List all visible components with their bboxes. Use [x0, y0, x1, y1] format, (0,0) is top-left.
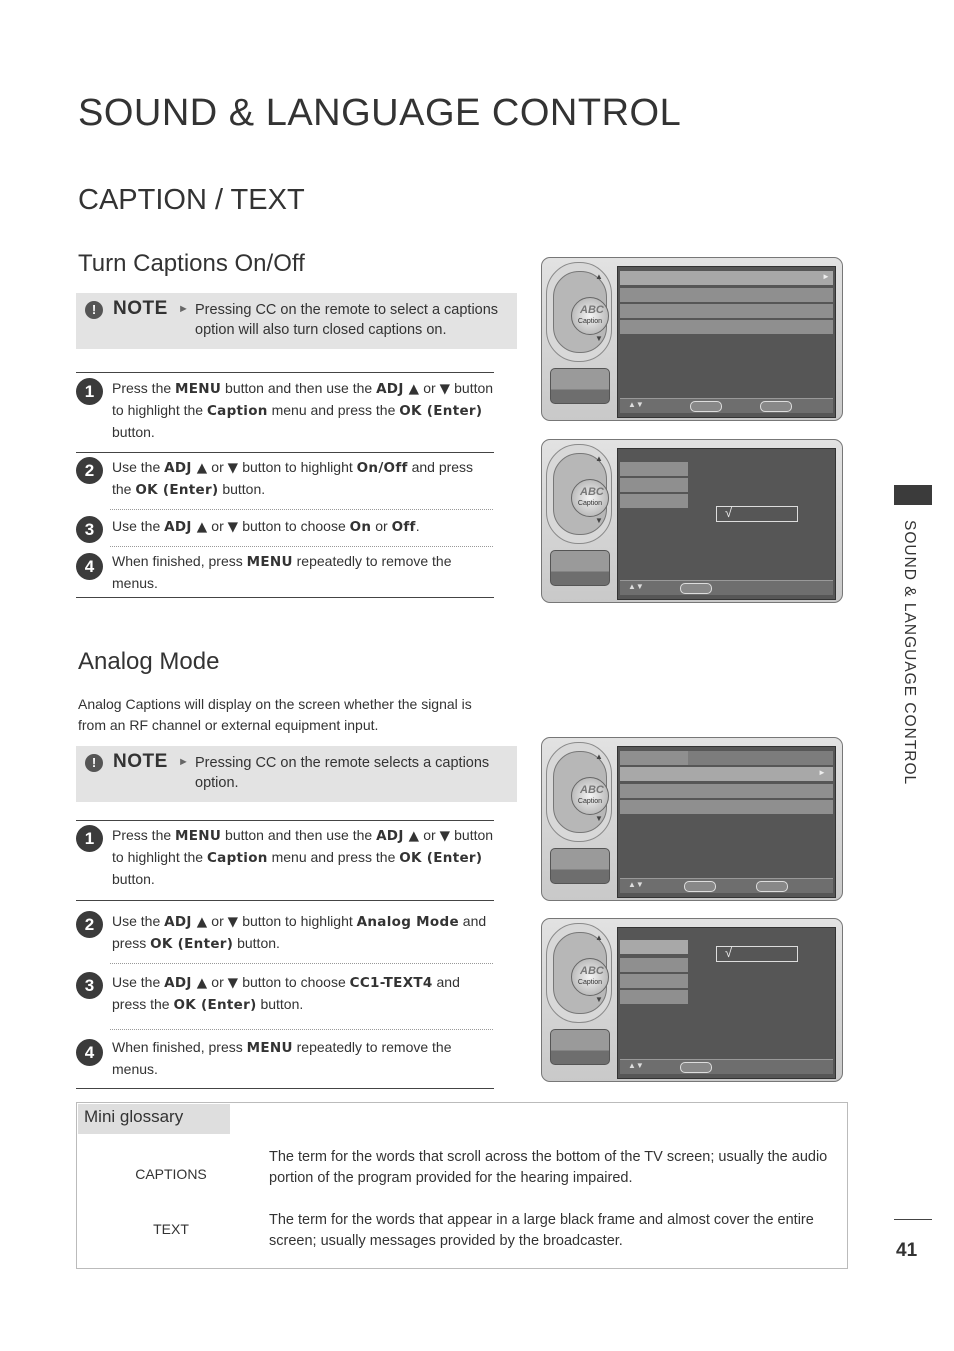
step-number: 3 — [76, 516, 103, 543]
note-box-captions — [76, 293, 517, 349]
menu-row — [620, 751, 688, 765]
osd-pill — [690, 401, 722, 412]
page-number: 41 — [896, 1240, 918, 1261]
arrow-right-icon: ► — [818, 768, 826, 777]
exclamation-icon: ! — [85, 301, 103, 319]
analog-mode-description: Analog Captions will display on the screen whether the signal is from an RF channel or external equipment input. — [78, 696, 472, 733]
step-text: Use the ADJ ▲ or ▼ button to highlight Analog Mode and press OK (Enter) button. — [112, 913, 487, 952]
menu-row — [620, 320, 833, 334]
step-text: Use the ADJ ▲ or ▼ button to highlight On/Off and press the OK (Enter) button. — [112, 459, 474, 498]
down-arrow-icon: ▼ — [595, 995, 603, 1004]
menu-row — [620, 462, 688, 476]
down-arrow-icon: ▼ — [595, 814, 603, 823]
up-arrow-icon: ▲ — [595, 272, 603, 281]
up-arrow-icon: ▲ — [595, 454, 603, 463]
divider — [894, 1219, 932, 1220]
osd-button — [550, 368, 610, 404]
page-title: SOUND & LANGUAGE CONTROL — [78, 92, 682, 134]
step-number: 1 — [76, 378, 103, 405]
step-text: When finished, press MENU repeatedly to remove the menus. — [112, 553, 452, 591]
step-text: Press the MENU button and then use the ADJ ▲ or ▼ button to highlight the Caption menu and press the OK (Enter) button. — [112, 827, 494, 887]
divider — [110, 963, 493, 964]
arrow-right-icon: ► — [822, 272, 830, 281]
osd-button — [550, 848, 610, 884]
osd-footer — [620, 1059, 833, 1074]
tv-osd-screenshot — [541, 737, 843, 901]
caption-menu-icon: ABC Caption — [571, 958, 609, 996]
step-number: 1 — [76, 825, 103, 852]
note-label: NOTE — [113, 298, 168, 319]
tv-osd-screenshot — [541, 439, 843, 603]
menu-row — [620, 784, 833, 798]
osd-footer — [620, 878, 833, 893]
option-checkbox — [716, 946, 798, 962]
divider — [76, 452, 494, 453]
option-checkbox — [716, 506, 798, 522]
turn-captions-heading: Turn Captions On/Off — [78, 250, 305, 277]
step-number: 4 — [76, 553, 103, 580]
glossary-definition: The term for the words that appear in a large black frame and almost cover the entire screen; usually messages provided by the broadcaster. — [269, 1212, 814, 1249]
glossary-term: CAPTIONS — [135, 1166, 207, 1182]
note-label: NOTE — [113, 751, 168, 772]
up-arrow-icon: ▲ — [595, 933, 603, 942]
osd-screen — [617, 746, 836, 898]
note-text: Pressing CC on the remote to select a captions option will also turn closed captions on. — [195, 302, 499, 338]
osd-screen — [617, 266, 836, 418]
check-icon: √ — [725, 505, 733, 520]
menu-row — [620, 288, 833, 302]
divider — [76, 900, 494, 901]
step-number: 2 — [76, 911, 103, 938]
osd-button — [550, 550, 610, 586]
nav-arrows-icon: ▲▼ — [628, 400, 644, 409]
down-arrow-icon: ▼ — [595, 516, 603, 525]
side-tab-marker — [894, 485, 932, 505]
osd-footer — [620, 580, 833, 595]
check-icon: √ — [725, 945, 733, 960]
up-arrow-icon: ▲ — [595, 752, 603, 761]
nav-arrows-icon: ▲▼ — [628, 1061, 644, 1070]
side-chapter-label: SOUND & LANGUAGE CONTROL — [901, 520, 918, 786]
divider — [76, 820, 494, 821]
divider — [110, 1029, 493, 1030]
down-arrow-icon: ▼ — [595, 334, 603, 343]
osd-footer — [620, 398, 833, 413]
menu-row — [620, 271, 833, 285]
glossary-definition: The term for the words that scroll across the bottom of the TV screen; usually the audio portion of the program provided for the hearing impaired. — [269, 1149, 828, 1186]
menu-row — [620, 990, 688, 1004]
section-title: CAPTION / TEXT — [78, 184, 305, 216]
note-text: Pressing CC on the remote selects a captions option. — [195, 755, 490, 791]
caption-menu-icon: ABC Caption — [571, 297, 609, 335]
step-text: Press the MENU button and then use the ADJ ▲ or ▼ button to highlight the Caption menu and press the OK (Enter) button. — [112, 380, 494, 440]
osd-screen — [617, 927, 836, 1079]
step-number: 2 — [76, 457, 103, 484]
menu-row — [620, 940, 688, 954]
step-text: When finished, press MENU repeatedly to remove the menus. — [112, 1039, 452, 1077]
osd-pill — [756, 881, 788, 892]
analog-mode-heading: Analog Mode — [78, 648, 220, 675]
nav-arrows-icon: ▲▼ — [628, 880, 644, 889]
arrow-right-icon: ► — [178, 303, 189, 315]
step-number: 4 — [76, 1039, 103, 1066]
divider — [110, 546, 493, 547]
osd-pill — [680, 1062, 712, 1073]
divider — [76, 1088, 494, 1089]
divider — [76, 372, 494, 373]
osd-button — [550, 1029, 610, 1065]
caption-menu-icon: ABC Caption — [571, 777, 609, 815]
divider — [110, 509, 493, 510]
glossary-term: TEXT — [153, 1221, 189, 1237]
menu-row — [620, 974, 688, 988]
menu-row — [620, 767, 833, 781]
osd-pill — [760, 401, 792, 412]
menu-row — [620, 478, 688, 492]
tv-osd-screenshot — [541, 918, 843, 1082]
arrow-right-icon: ► — [178, 756, 189, 768]
osd-pill — [680, 583, 712, 594]
tv-osd-screenshot — [541, 257, 843, 421]
step-number: 3 — [76, 972, 103, 999]
menu-row — [620, 800, 833, 814]
caption-menu-icon: ABC Caption — [571, 479, 609, 517]
glossary-heading: Mini glossary — [78, 1104, 230, 1134]
step-text: Use the ADJ ▲ or ▼ button to choose CC1-TEXT4 and press the OK (Enter) button. — [112, 974, 460, 1013]
exclamation-icon: ! — [85, 754, 103, 772]
osd-pill — [684, 881, 716, 892]
osd-screen — [617, 448, 836, 600]
nav-arrows-icon: ▲▼ — [628, 582, 644, 591]
divider — [76, 597, 494, 598]
menu-row — [688, 751, 833, 765]
menu-row — [620, 494, 688, 508]
step-text: Use the ADJ ▲ or ▼ button to choose On or Off. — [112, 518, 420, 535]
menu-row — [620, 958, 688, 972]
menu-row — [620, 304, 833, 318]
note-box-analog — [76, 746, 517, 802]
